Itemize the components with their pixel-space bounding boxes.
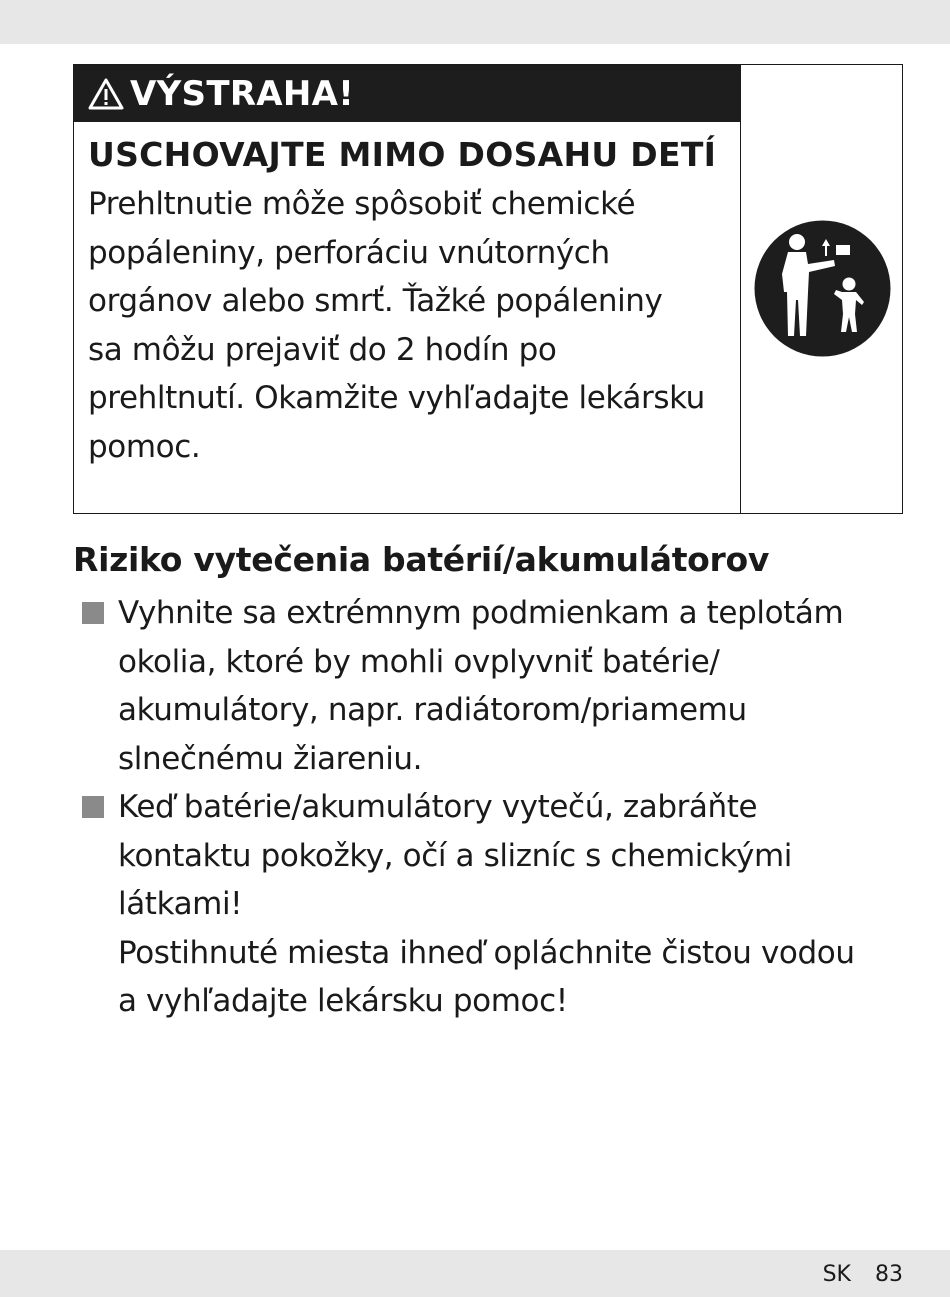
warning-body-line: pomoc. — [88, 428, 201, 465]
warning-header-label: VÝSTRAHA! — [130, 73, 355, 114]
list-item — [73, 589, 903, 783]
bullet-line: okolia, ktoré by mohli ovplyvniť batérie/ — [118, 643, 720, 680]
bullet-line: látkami! — [118, 886, 243, 922]
warning-body-line: orgánov alebo smrť. Ťažké popáleniny — [88, 283, 663, 319]
bullet-line: akumulátory, napr. radiátorom/priamemu — [118, 692, 747, 728]
list-item — [73, 783, 903, 1026]
bullet-line: a vyhľadajte lekársku pomoc! — [118, 983, 568, 1019]
warning-body-line: prehltnutí. Okamžite vyhľadajte lekársku — [88, 380, 705, 416]
footer-page-number: 83 — [875, 1262, 903, 1287]
top-band — [0, 0, 950, 44]
footer-language: SK — [822, 1262, 851, 1287]
bottom-band — [0, 1250, 950, 1297]
warning-icon-column — [741, 65, 904, 513]
warning-body-line: sa môžu prejaviť do 2 hodín po — [88, 331, 557, 368]
warning-body — [74, 178, 740, 471]
warning-triangle-icon — [88, 78, 124, 110]
warning-body-line: Prehltnutie môže spôsobiť chemické — [88, 186, 636, 222]
warning-text-column — [74, 65, 741, 513]
warning-body-line: popáleniny, perforáciu vnútorných — [88, 234, 610, 271]
bullet-list — [73, 589, 903, 1026]
bullet-line: Postihnuté miesta ihneď opláchnite čistou vodou — [118, 934, 855, 971]
section-heading: Riziko vytečenia batérií/akumulátorov — [73, 540, 770, 579]
keep-away-from-children-icon — [754, 220, 891, 357]
bullet-line: slnečnému žiareniu. — [118, 740, 423, 777]
bullet-square-icon — [82, 602, 104, 624]
warning-subtitle: USCHOVAJTE MIMO DOSAHU DETÍ — [88, 135, 717, 174]
bullet-line: Keď batérie/akumulátory vytečú, zabráňte — [118, 789, 758, 825]
page-footer — [823, 1262, 903, 1287]
warning-header — [74, 65, 740, 122]
bullet-line: kontaktu pokožky, očí a slizníc s chemickými — [118, 837, 793, 874]
warning-box — [73, 64, 903, 514]
bullet-square-icon — [82, 796, 104, 818]
bullet-line: Vyhnite sa extrémnym podmienkam a teplotám — [118, 595, 844, 631]
